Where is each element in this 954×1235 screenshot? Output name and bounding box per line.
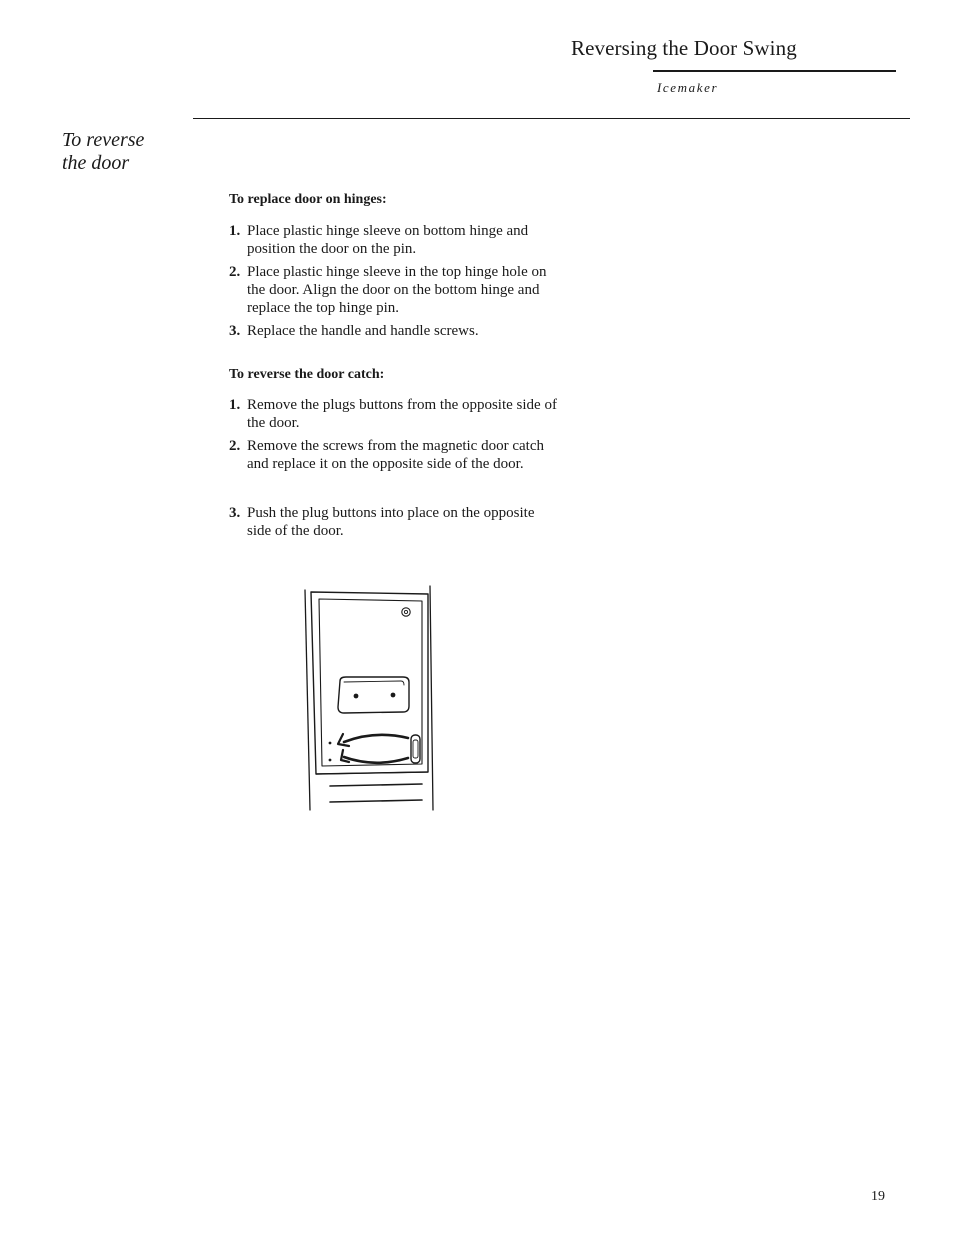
catch-step-1: [229, 396, 559, 432]
hinges-step-3: [229, 322, 559, 340]
page-header-title: Reversing the Door Swing: [571, 36, 797, 60]
step-number: 3.: [229, 323, 241, 339]
step-text: Replace the handle and handle screws.: [247, 323, 479, 339]
hinges-step-1: [229, 222, 559, 258]
side-heading-line1: To reverse: [62, 129, 145, 151]
door-catch-icon: [300, 582, 440, 814]
step-text: Remove the plugs buttons from the opposite side of the door.: [247, 397, 557, 431]
door-catch-illustration: [300, 582, 440, 814]
step-number: 2.: [229, 264, 241, 280]
step-text: Place plastic hinge sleeve on bottom hinge and position the door on the pin.: [247, 223, 529, 257]
step-number: 1.: [229, 397, 241, 413]
side-heading: [62, 129, 192, 175]
step-number: 1.: [229, 223, 241, 239]
side-heading-line2: the door: [62, 152, 130, 174]
step-text: Place plastic hinge sleeve in the top hinge hole on the door. Align the door on the bottom hinge and replace the top hinge pin.: [247, 264, 547, 316]
page-number: 19: [871, 1189, 885, 1204]
step-text: Push the plug buttons into place on the opposite side of the door.: [247, 505, 535, 539]
catch-heading: To reverse the door catch:: [229, 367, 385, 382]
header-rule: [653, 70, 896, 72]
section-divider: [193, 118, 910, 119]
step-number: 3.: [229, 505, 241, 521]
step-number: 2.: [229, 438, 241, 454]
catch-step-3: [229, 504, 559, 540]
page-header-subtitle: Icemaker: [657, 80, 719, 95]
catch-step-2: [229, 437, 559, 473]
step-text: Remove the screws from the magnetic door catch and replace it on the opposite side of the door.: [247, 438, 544, 472]
hinges-heading: To replace door on hinges:: [229, 192, 387, 207]
hinges-step-2: [229, 263, 559, 317]
